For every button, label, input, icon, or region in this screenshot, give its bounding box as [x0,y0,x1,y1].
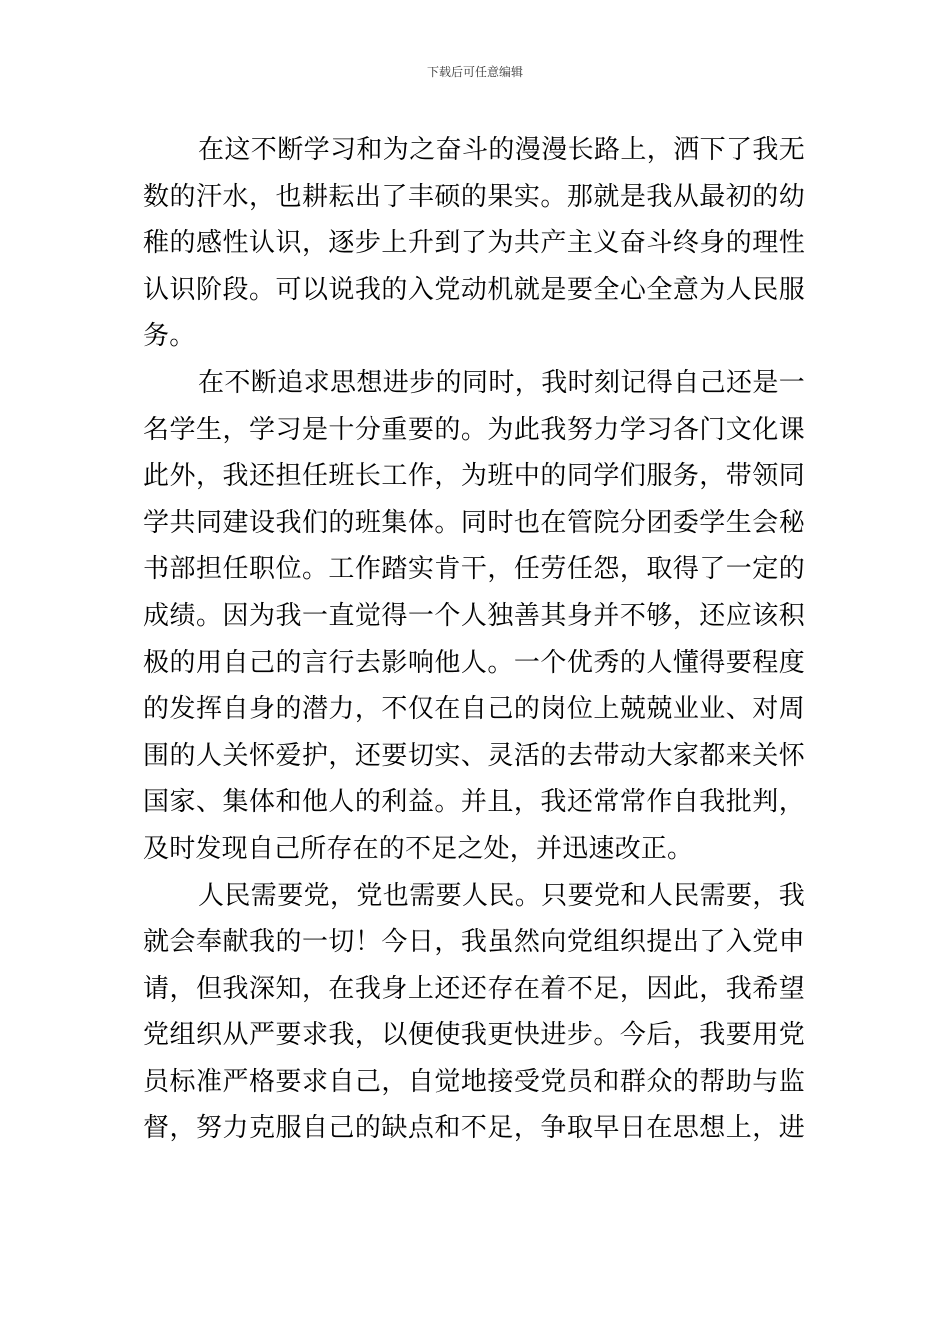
paragraph-line: 成绩。因为我一直觉得一个人独善其身并不够，还应该积 [143,600,805,631]
paragraph-line: 就会奉献我的一切！今日，我虽然向党组织提出了入党申 [143,927,805,958]
paragraph-line: 请，但我深知，在我身上还还存在着不足，因此，我希望 [143,973,805,1004]
paragraph-line: 认识阶段。可以说我的入党动机就是要全心全意为人民服 [143,274,805,305]
paragraph-line: 此外，我还担任班长工作，为班中的同学们服务，带领同 [143,461,805,492]
paragraph-line: 名学生，学习是十分重要的。为此我努力学习各门文化课 [143,414,805,445]
paragraph-line: 国家、集体和他人的利益。并且，我还常常作自我批判， [143,787,805,818]
paragraph-line: 人民需要党，党也需要人民。只要党和人民需要，我 [198,880,805,911]
paragraph-line: 学共同建设我们的班集体。同时也在管院分团委学生会秘 [143,507,805,538]
paragraph-line: 务。 [143,321,196,352]
paragraph-line: 党组织从严要求我，以便使我更快进步。今后，我要用党 [143,1020,805,1051]
paragraph-line: 及时发现自己所存在的不足之处，并迅速改正。 [143,833,694,864]
paragraph-line: 极的用自己的言行去影响他人。一个优秀的人懂得要程度 [143,647,805,678]
page-header: 下载后可任意编辑 [426,65,523,79]
paragraph-line: 员标准严格要求自己，自觉地接受党员和群众的帮助与监 [143,1066,805,1097]
paragraph-1 [143,127,805,360]
paragraph-line: 围的人关怀爱护，还要切实、灵活的去带动大家都来关怀 [143,740,805,771]
paragraph-3 [143,873,805,1153]
document-body [143,127,805,1152]
paragraph-2 [143,360,805,873]
paragraph-line: 督，努力克服自己的缺点和不足，争取早日在思想上，进 [143,1113,805,1144]
paragraph-line: 在这不断学习和为之奋斗的漫漫长路上，洒下了我无 [198,135,805,165]
paragraph-line: 的发挥自身的潜力，不仅在自己的岗位上兢兢业业、对周 [143,694,805,725]
paragraph-line: 在不断追求思想进步的同时，我时刻记得自己还是一 [198,367,805,398]
paragraph-line: 稚的感性认识，逐步上升到了为共产主义奋斗终身的理性 [143,228,805,259]
paragraph-line: 数的汗水，也耕耘出了丰硕的果实。那就是我从最初的幼 [143,181,805,212]
paragraph-line: 书部担任职位。工作踏实肯干，任劳任怨，取得了一定的 [143,554,805,585]
